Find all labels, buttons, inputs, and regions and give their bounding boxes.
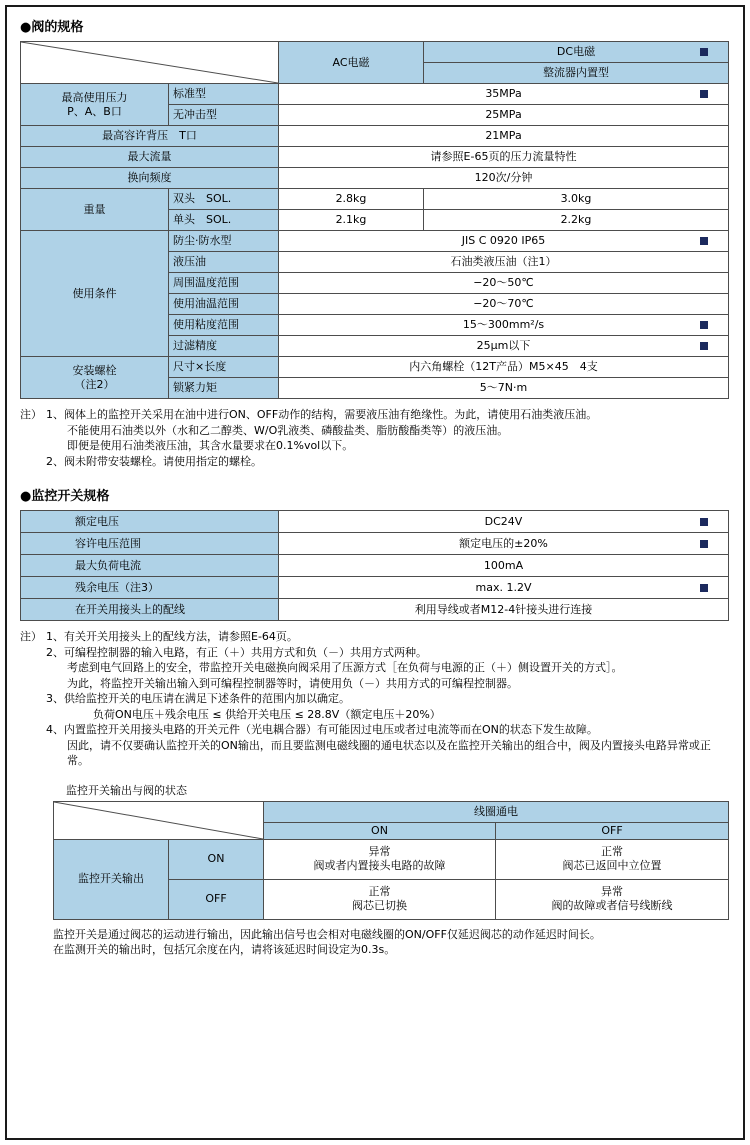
state-table-title: 监控开关输出与阀的状态 bbox=[66, 783, 187, 797]
diagonal-line-icon bbox=[54, 802, 263, 839]
row-label-output-on: ON bbox=[169, 839, 264, 879]
note-line bbox=[20, 407, 730, 423]
switch-notes bbox=[20, 629, 730, 769]
diagonal-header-cell bbox=[54, 801, 264, 839]
col-header-coil-energized: 线圈通电 bbox=[264, 801, 729, 822]
cell-output-on-coil-off bbox=[496, 839, 729, 879]
row-label-hydraulic-fluid: 液压油 bbox=[169, 252, 279, 273]
note-text: 1、阀体上的监控开关采用在油中进行ON、OFF动作的结构，需要液压油有绝缘性。为此，请使用石油类液压油。 bbox=[46, 408, 598, 421]
note-line: 在监测开关的输出时，包括冗余度在内，请将该延迟时间设定为0.3s。 bbox=[53, 943, 396, 956]
index-marker-icon bbox=[700, 48, 708, 56]
cell-output-off-coil-off bbox=[496, 879, 729, 919]
value-max-load-current: 100mA bbox=[279, 555, 729, 577]
note-line: 考虑到电气回路上的安全，带监控开关电磁换向阀采用了压源方式［在负荷与电源的正（＋）侧设置开关的方式］。 bbox=[67, 661, 623, 674]
row-label-output-off: OFF bbox=[169, 879, 264, 919]
status-text: 异常 bbox=[368, 845, 391, 859]
value-tightening-torque: 5～7N·m bbox=[279, 378, 729, 399]
value-connector-wiring: 利用导线或者M12-4针接头进行连接 bbox=[279, 599, 729, 621]
value-weight-single-ac: 2.1kg bbox=[279, 210, 424, 231]
diagonal-line-icon bbox=[21, 42, 278, 83]
cell-output-on-coil-on bbox=[264, 839, 496, 879]
index-marker-icon bbox=[700, 342, 708, 350]
note-line: 为此，将监控开关输出输入到可编程控制器等时，请使用负（－）共用方式的可编程控制器。 bbox=[67, 676, 518, 690]
row-label-connector-wiring: 在开关用接头上的配线 bbox=[21, 599, 279, 621]
row-label-back-pressure: 最高容许背压 T口 bbox=[21, 126, 279, 147]
col-header-coil-off: OFF bbox=[496, 822, 729, 839]
note-line: 即便是使用石油类液压油，其含水量要求在0.1%vol以下。 bbox=[67, 439, 354, 452]
col-header-ac: AC电磁 bbox=[279, 42, 424, 84]
value-filtration-text: 25μm以下 bbox=[476, 339, 531, 353]
value-max-flow: 请参照E-65页的压力流量特性 bbox=[279, 147, 729, 168]
value-weight-double-dc: 3.0kg bbox=[424, 189, 729, 210]
row-label-max-pressure-line1: 最高使用压力 bbox=[61, 90, 128, 104]
row-label-switching-frequency: 换向频度 bbox=[21, 168, 279, 189]
row-label-shockless-type: 无冲击型 bbox=[169, 105, 279, 126]
index-marker-icon bbox=[700, 90, 708, 98]
row-label-max-load-current: 最大负荷电流 bbox=[21, 555, 279, 577]
index-marker-icon bbox=[700, 584, 708, 592]
value-fluid-temp: −20～70℃ bbox=[279, 294, 729, 315]
status-text: 正常 bbox=[368, 885, 391, 899]
note-text: 1、有关开关用接头上的配线方法，请参照E-64页。 bbox=[46, 630, 298, 643]
value-dustproof bbox=[279, 231, 729, 252]
value-residual-voltage-text: max. 1.2V bbox=[475, 580, 532, 594]
value-ambient-temp: −20～50℃ bbox=[279, 273, 729, 294]
switch-spec-title: ●监控开关规格 bbox=[20, 489, 110, 504]
cell-output-off-coil-on bbox=[264, 879, 496, 919]
row-label-mounting-bolts bbox=[21, 357, 169, 399]
value-residual-voltage bbox=[279, 577, 729, 599]
col-header-dc-sub: 整流器内置型 bbox=[424, 63, 729, 84]
row-label-single-sol: 单头 SOL. bbox=[169, 210, 279, 231]
row-label-residual-voltage: 残余电压（注3） bbox=[21, 577, 279, 599]
row-label-switch-output: 监控开关输出 bbox=[54, 839, 169, 919]
value-bolt-size: 内六角螺栓（12T产品）M5×45 4支 bbox=[279, 357, 729, 378]
note-line: 2、可编程控制器的输入电路，有正（＋）共用方式和负（－）共用方式两种。 bbox=[46, 645, 427, 659]
note-line: 4、内置监控开关用接头电路的开关元件（光电耦合器）有可能因过电压或者过电流等而在ON的状态下发生故障。 bbox=[46, 723, 598, 736]
value-viscosity-text: 15～300mm²/s bbox=[462, 318, 545, 332]
note-line: 负荷ON电压＋残余电压 ≤ 供给开关电压 ≤ 28.8V（额定电压＋20%） bbox=[93, 707, 441, 721]
status-text: 正常 bbox=[601, 845, 623, 859]
value-standard-pressure-text: 35MPa bbox=[485, 87, 522, 101]
row-label-rated-voltage: 额定电压 bbox=[21, 511, 279, 533]
row-label-fluid-temp: 使用油温范围 bbox=[169, 294, 279, 315]
value-viscosity bbox=[279, 315, 729, 336]
footer-notes bbox=[53, 927, 730, 958]
row-label-operating-conditions: 使用条件 bbox=[21, 231, 169, 357]
row-label-max-flow: 最大流量 bbox=[21, 147, 279, 168]
value-standard-pressure bbox=[279, 84, 729, 105]
row-label-mounting-bolts-line1: 安装螺栓 bbox=[72, 363, 117, 377]
index-marker-icon bbox=[700, 321, 708, 329]
status-desc: 阀的故障或者信号线断线 bbox=[551, 899, 673, 912]
row-label-filtration: 过滤精度 bbox=[169, 336, 279, 357]
note-line: 2、阀未附带安装螺栓。请使用指定的螺栓。 bbox=[46, 454, 262, 468]
row-label-double-sol: 双头 SOL. bbox=[169, 189, 279, 210]
col-header-coil-on: ON bbox=[264, 822, 496, 839]
value-switching-frequency: 120次/分钟 bbox=[279, 168, 729, 189]
row-label-ambient-temp: 周围温度范围 bbox=[169, 273, 279, 294]
row-label-tightening-torque: 锁紧力矩 bbox=[169, 378, 279, 399]
note-line: 监控开关是通过阀芯的运动进行输出，因此输出信号也会相对电磁线圈的ON/OFF仅延迟阀芯的动作延迟时间长。 bbox=[53, 927, 601, 941]
status-desc: 阀或者内置接头电路的故障 bbox=[313, 859, 446, 872]
valve-spec-table bbox=[20, 41, 729, 399]
row-label-max-pressure bbox=[21, 84, 169, 126]
row-label-mounting-bolts-line2: （注2） bbox=[74, 377, 115, 391]
status-desc: 阀芯已返回中立位置 bbox=[562, 859, 662, 872]
note-prefix: 注） bbox=[20, 408, 42, 421]
status-text: 异常 bbox=[601, 885, 623, 899]
value-voltage-range bbox=[279, 533, 729, 555]
value-weight-double-ac: 2.8kg bbox=[279, 189, 424, 210]
col-header-dc-label: DC电磁 bbox=[556, 45, 596, 59]
note-line: 因此，请不仅要确认监控开关的ON输出，而且要监测电磁线圈的通电状态以及在监控开关输出的组合中，阀及内置接头电路异常或正常。 bbox=[67, 738, 711, 767]
note-prefix: 注） bbox=[20, 630, 42, 643]
row-label-weight: 重量 bbox=[21, 189, 169, 231]
diagonal-header-cell bbox=[21, 42, 279, 84]
row-label-standard-type: 标准型 bbox=[169, 84, 279, 105]
value-dustproof-text: JIS C 0920 IP65 bbox=[461, 234, 546, 248]
status-desc: 阀芯已切换 bbox=[352, 899, 407, 912]
value-shockless-pressure: 25MPa bbox=[279, 105, 729, 126]
row-label-dustproof: 防尘·防水型 bbox=[169, 231, 279, 252]
value-hydraulic-fluid: 石油类液压油（注1） bbox=[279, 252, 729, 273]
col-header-dc bbox=[424, 42, 729, 63]
note-line: 3、供给监控开关的电压请在满足下述条件的范围内加以确定。 bbox=[46, 692, 350, 705]
valve-spec-title: ●阀的规格 bbox=[20, 20, 84, 35]
value-weight-single-dc: 2.2kg bbox=[424, 210, 729, 231]
index-marker-icon bbox=[700, 518, 708, 526]
valve-notes bbox=[20, 407, 730, 469]
switch-spec-table bbox=[20, 510, 729, 621]
row-label-voltage-range: 容许电压范围 bbox=[21, 533, 279, 555]
row-label-viscosity: 使用粘度范围 bbox=[169, 315, 279, 336]
row-label-max-pressure-line2: P、A、B口 bbox=[67, 104, 122, 118]
value-filtration bbox=[279, 336, 729, 357]
note-line: 不能使用石油类以外（水和乙二醇类、W/O乳液类、磷酸盐类、脂肪酸酯类等）的液压油。 bbox=[67, 423, 509, 437]
value-rated-voltage-text: DC24V bbox=[484, 514, 523, 528]
value-back-pressure: 21MPa bbox=[279, 126, 729, 147]
row-label-bolt-size: 尺寸×长度 bbox=[169, 357, 279, 378]
switch-state-table bbox=[53, 801, 729, 920]
index-marker-icon bbox=[700, 540, 708, 548]
note-line bbox=[20, 629, 730, 645]
value-voltage-range-text: 额定电压的±20% bbox=[459, 536, 548, 550]
index-marker-icon bbox=[700, 237, 708, 245]
value-rated-voltage bbox=[279, 511, 729, 533]
